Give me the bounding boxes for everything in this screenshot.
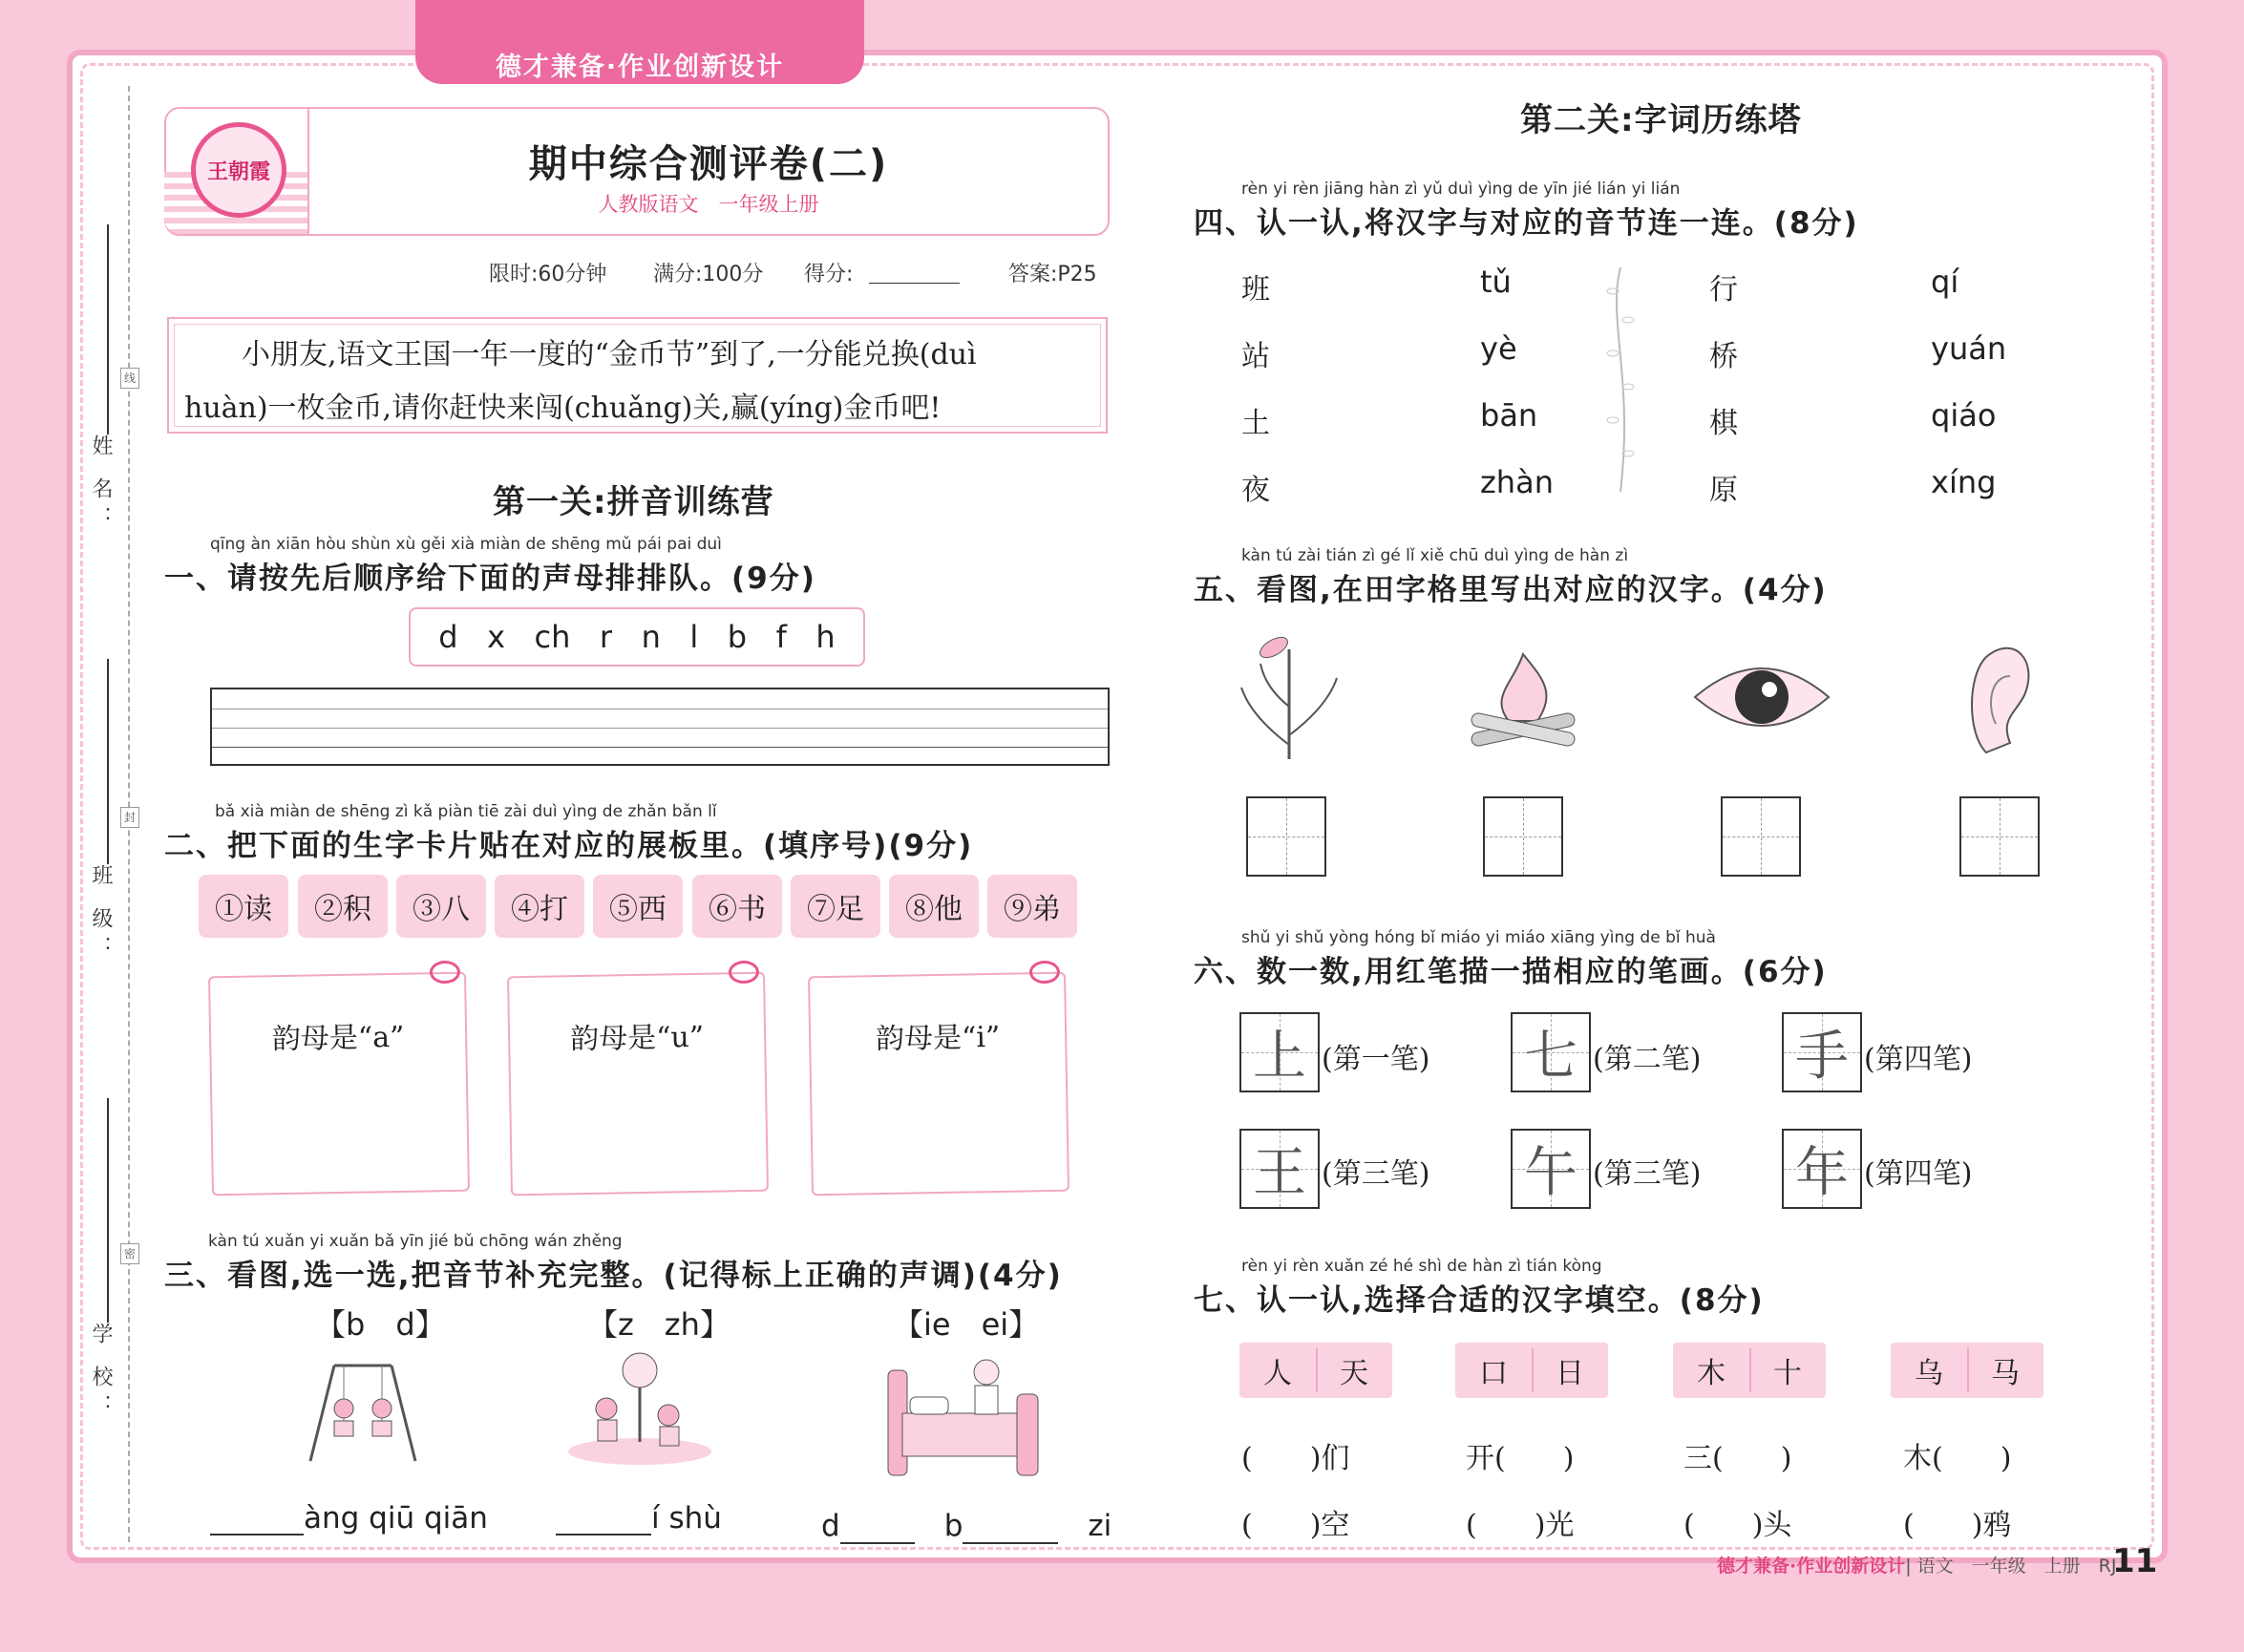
- fill-blank[interactable]: ( )空: [1241, 1509, 1350, 1542]
- tianzi-grid[interactable]: [1721, 796, 1801, 877]
- q1-letter: n: [641, 619, 661, 655]
- q6-text: 六、数一数,用红笔描一描相应的笔画。(6分): [1194, 955, 1828, 989]
- char-card[interactable]: ⑤西: [593, 875, 683, 938]
- ring-icon: [729, 961, 759, 985]
- fill-blank[interactable]: 开( ): [1466, 1442, 1575, 1475]
- stroke-char-box[interactable]: 七: [1511, 1012, 1591, 1092]
- char-card[interactable]: ②积: [298, 875, 388, 938]
- board-a[interactable]: [208, 972, 470, 1197]
- match-pinyin[interactable]: xíng: [1931, 464, 1997, 500]
- match-char[interactable]: 夜: [1241, 474, 1270, 507]
- match-char[interactable]: 原: [1709, 474, 1738, 507]
- q4-text: 四、认一认,将汉字与对应的音节连一连。(8分): [1194, 206, 1859, 241]
- match-pinyin[interactable]: tǔ: [1480, 264, 1512, 300]
- q1-letter: r: [599, 619, 613, 655]
- q3-fill-1[interactable]: àng qiū qiān: [210, 1501, 488, 1536]
- ear-icon: [1958, 638, 2043, 762]
- q1-letter: x: [487, 619, 506, 655]
- section-1-title: 第一关:拼音训练营: [493, 483, 774, 521]
- char-card[interactable]: ⑧他: [889, 875, 979, 938]
- ring-icon: [430, 961, 460, 985]
- eye-icon: [1685, 649, 1838, 745]
- tianzi-grid[interactable]: [1246, 796, 1326, 877]
- match-pinyin[interactable]: bān: [1480, 397, 1538, 434]
- q2-text: 二、把下面的生字卡片贴在对应的展板里。(填序号)(9分): [164, 829, 974, 863]
- board-u[interactable]: [507, 972, 769, 1197]
- char-card[interactable]: ⑥书: [692, 875, 782, 938]
- binding-tag-seal: 封: [120, 807, 139, 828]
- fill-blank[interactable]: ( )光: [1466, 1509, 1575, 1542]
- fill-blank[interactable]: 三( ): [1683, 1442, 1792, 1475]
- fill-blank[interactable]: ( )鸦: [1903, 1509, 2012, 1542]
- stroke-label: (第三笔): [1593, 1157, 1702, 1191]
- stroke-label: (第四笔): [1864, 1043, 1973, 1076]
- tianzi-grid[interactable]: [1483, 796, 1563, 877]
- match-pinyin[interactable]: qí: [1931, 264, 1959, 300]
- q7-text: 七、认一认,选择合适的汉字填空。(8分): [1194, 1283, 1765, 1318]
- stroke-char-box[interactable]: 年: [1782, 1129, 1862, 1209]
- time-limit: 限时:60分钟: [489, 263, 607, 286]
- q1-letter: d: [438, 619, 458, 655]
- board-label: 韵母是“u”: [569, 1020, 705, 1057]
- class-field[interactable]: [107, 659, 109, 864]
- school-label: 学 校：: [89, 1323, 113, 1423]
- name-label: 姓 名：: [89, 434, 113, 535]
- match-char[interactable]: 站: [1241, 340, 1270, 373]
- rice-plant-icon: [1232, 630, 1346, 764]
- stroke-label: (第四笔): [1864, 1157, 1973, 1191]
- match-char[interactable]: 班: [1241, 273, 1270, 307]
- school-field[interactable]: [107, 1098, 109, 1323]
- match-pinyin[interactable]: qiáo: [1931, 397, 1997, 434]
- kids-planting-illustration: [563, 1346, 716, 1471]
- board-label: 韵母是“i”: [875, 1020, 1001, 1057]
- char-card[interactable]: ⑨弟: [987, 875, 1077, 938]
- choice-book: 口 日: [1455, 1343, 1608, 1398]
- q3-pinyin: kàn tú xuǎn yi xuǎn bǎ yīn jié bǔ chōng wán zhěng: [208, 1232, 623, 1251]
- name-field[interactable]: [107, 224, 109, 434]
- match-char[interactable]: 棋: [1709, 407, 1738, 440]
- q1-letter: h: [815, 619, 836, 655]
- vine-divider: [1599, 263, 1642, 497]
- stroke-label: (第一笔): [1322, 1043, 1430, 1076]
- q3-fill-3[interactable]: d b zi: [821, 1509, 1112, 1543]
- fire-icon: [1461, 635, 1585, 759]
- binding-tag-secret: 密: [120, 1243, 139, 1264]
- score-label: 得分:: [804, 263, 854, 286]
- choice-book: 乌 马: [1891, 1343, 2043, 1398]
- page-subtitle: 人教版语文 一年级上册: [598, 193, 819, 216]
- char-card[interactable]: ③八: [396, 875, 486, 938]
- header-tab: 德才兼备·作业创新设计: [415, 0, 864, 84]
- section-2-title: 第二关:字词历练塔: [1520, 101, 1802, 139]
- q2-pinyin: bǎ xià miàn de shēng zì kǎ piàn tiē zài duì yìng de zhǎn bǎn lǐ: [215, 802, 717, 821]
- match-char[interactable]: 行: [1709, 273, 1738, 307]
- fill-blank[interactable]: ( )头: [1683, 1509, 1792, 1542]
- brand-logo: 王朝霞: [191, 122, 286, 218]
- board-label: 韵母是“a”: [271, 1020, 405, 1057]
- q7-pinyin: rèn yi rèn xuǎn zé hé shì de hàn zì tián kòng: [1241, 1257, 1602, 1276]
- q5-pinyin: kàn tú zài tián zì gé lǐ xiě chū duì yìng de hàn zì: [1241, 546, 1629, 565]
- fill-blank[interactable]: 木( ): [1903, 1442, 2012, 1475]
- match-pinyin[interactable]: yuán: [1931, 330, 2007, 367]
- match-char[interactable]: 桥: [1709, 340, 1738, 373]
- stroke-label: (第三笔): [1322, 1157, 1430, 1191]
- page-footer: 德才兼备·作业创新设计| 语文 一年级 上册 RJ: [1717, 1556, 2117, 1577]
- stroke-char-box[interactable]: 王: [1239, 1129, 1320, 1209]
- q3-text: 三、看图,选一选,把音节补充完整。(记得标上正确的声调)(4分): [164, 1259, 1063, 1293]
- char-card[interactable]: ⑦足: [791, 875, 880, 938]
- char-card[interactable]: ④打: [495, 875, 584, 938]
- char-card[interactable]: ①读: [199, 875, 288, 938]
- choice-book: 木 十: [1673, 1343, 1826, 1398]
- swing-illustration: [291, 1356, 434, 1471]
- q1-letter: f: [775, 619, 787, 655]
- answer-ref: 答案:P25: [1008, 263, 1097, 286]
- q6-pinyin: shǔ yi shǔ yòng hóng bǐ miáo yi miáo xiāng yìng de bǐ huà: [1241, 928, 1716, 947]
- choice-book: 人 天: [1239, 1343, 1392, 1398]
- q1-letter: b: [727, 619, 748, 655]
- page-title: 期中综合测评卷(二): [528, 142, 889, 186]
- bed-illustration: [883, 1351, 1046, 1480]
- ring-icon: [1029, 961, 1060, 985]
- q1-letter: l: [689, 619, 699, 655]
- match-pinyin[interactable]: yè: [1480, 330, 1517, 367]
- q1-answer-lines[interactable]: [210, 688, 1110, 766]
- q3-option: 【b d】: [315, 1306, 446, 1343]
- score-field[interactable]: [869, 283, 960, 284]
- q3-option: 【ie ei】: [893, 1306, 1040, 1343]
- fill-blank[interactable]: ( )们: [1241, 1442, 1350, 1475]
- class-label: 班 级：: [89, 864, 113, 964]
- q1-pinyin: qīng àn xiān hòu shùn xù gěi xià miàn de shēng mǔ pái pai duì: [210, 535, 722, 554]
- binding-tag-line: 线: [120, 368, 139, 389]
- q3-fill-2[interactable]: í shù: [556, 1501, 722, 1536]
- full-score: 满分:100分: [653, 263, 764, 286]
- q5-text: 五、看图,在田字格里写出对应的汉字。(4分): [1194, 573, 1828, 607]
- page-number: 11: [2112, 1542, 2158, 1580]
- stroke-char-box[interactable]: 上: [1239, 1012, 1320, 1092]
- match-char[interactable]: 土: [1241, 407, 1270, 440]
- board-i[interactable]: [808, 972, 1069, 1197]
- intro-line-1: 小朋友,语文王国一年一度的“金币节”到了,一分能兑换(duì: [184, 338, 977, 371]
- tianzi-grid[interactable]: [1959, 796, 2040, 877]
- match-pinyin[interactable]: zhàn: [1480, 464, 1554, 500]
- q1-text: 一、请按先后顺序给下面的声母排排队。(9分): [164, 561, 816, 596]
- q1-letter: ch: [534, 619, 571, 655]
- stroke-label: (第二笔): [1593, 1043, 1702, 1076]
- stroke-char-box[interactable]: 手: [1782, 1012, 1862, 1092]
- q1-letter-box: [409, 607, 865, 667]
- q4-pinyin: rèn yi rèn jiāng hàn zì yǔ duì yìng de yīn jié lián yi lián: [1241, 180, 1681, 199]
- intro-box: [167, 317, 1108, 434]
- q3-option: 【z zh】: [587, 1306, 730, 1343]
- intro-line-2: huàn)一枚金币,请你赶快来闯(chuǎng)关,赢(yíng)金币吧!: [184, 392, 942, 425]
- stroke-char-box[interactable]: 午: [1511, 1129, 1591, 1209]
